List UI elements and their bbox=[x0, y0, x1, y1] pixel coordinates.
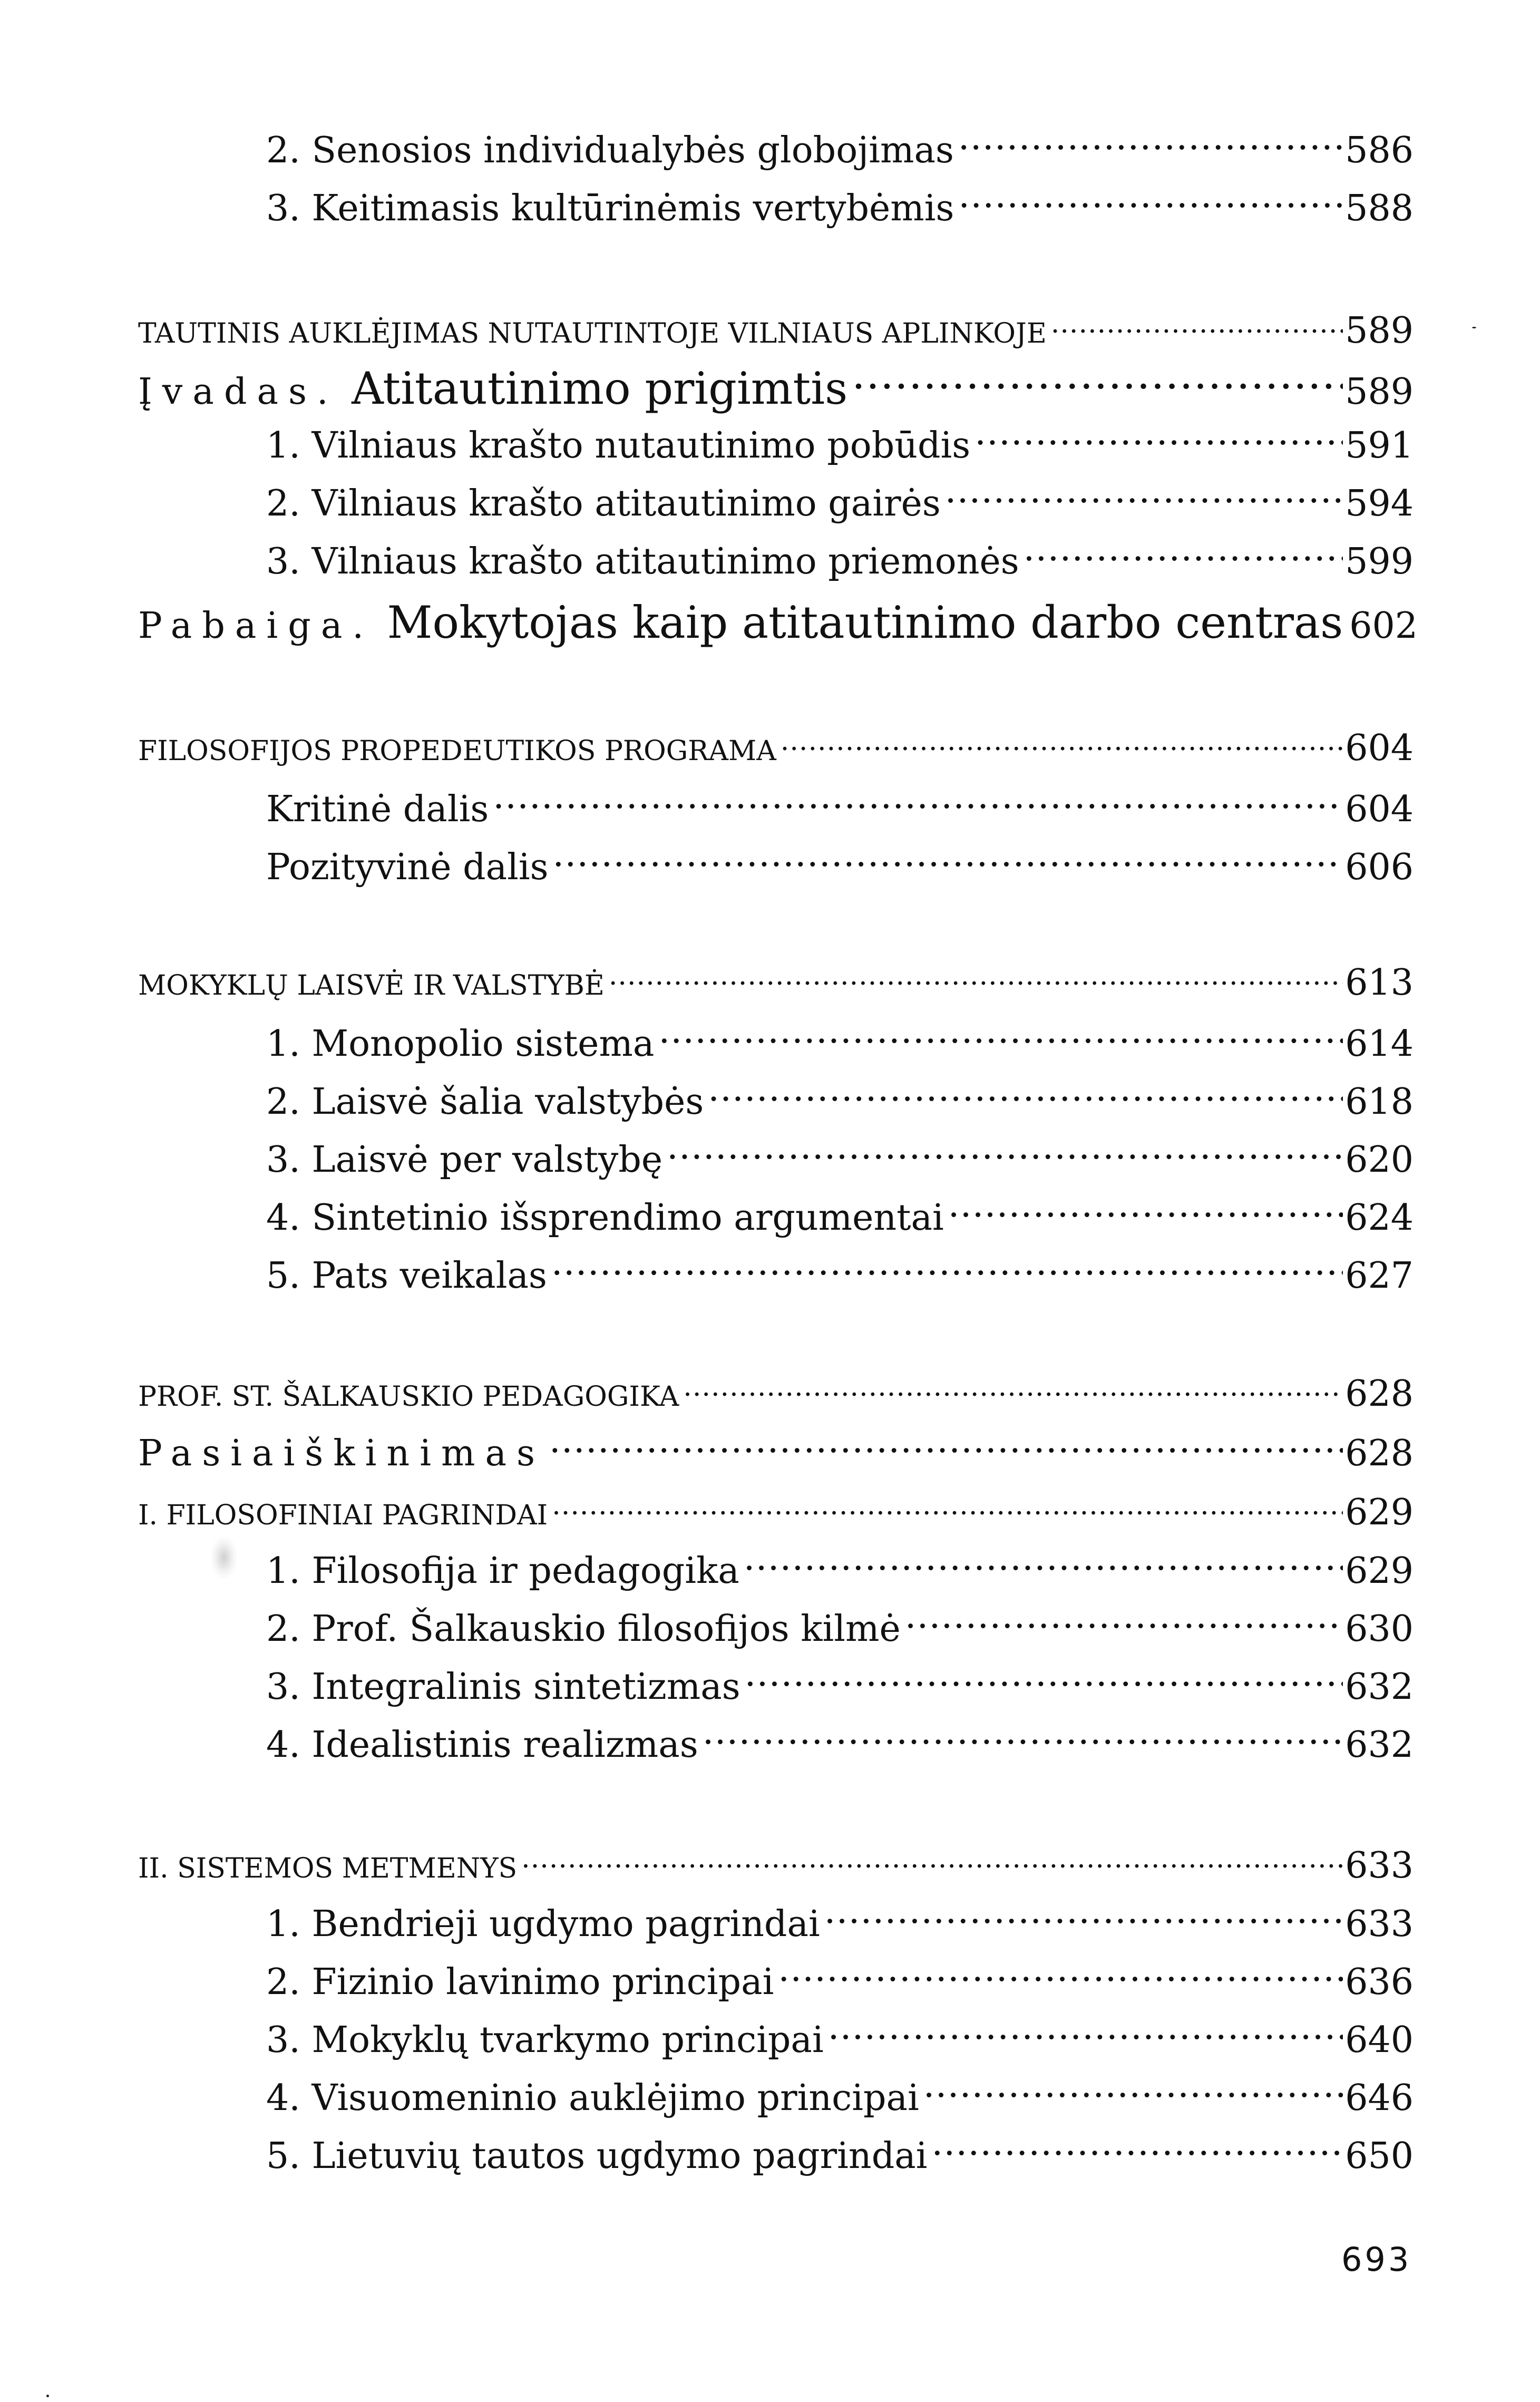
toc-entry[interactable] bbox=[266, 1605, 1414, 1650]
subsection-page: 633 bbox=[1345, 1845, 1414, 1886]
toc-section-heading[interactable] bbox=[138, 962, 1414, 1004]
leader-dots bbox=[778, 1958, 1343, 1994]
toc-entry-page: 599 bbox=[1345, 541, 1414, 582]
toc-subsection-heading[interactable] bbox=[138, 1845, 1414, 1886]
leader-dots bbox=[932, 2132, 1343, 2168]
toc-entry-page: 624 bbox=[1345, 1197, 1414, 1239]
page-number: 693 bbox=[1341, 2240, 1412, 2279]
toc-entry[interactable] bbox=[266, 1078, 1414, 1123]
leader-dots bbox=[1024, 538, 1343, 573]
toc-entry-label: 3. Keitimasis kultūrinėmis vertybėmis bbox=[266, 188, 954, 229]
section-page: 613 bbox=[1345, 962, 1414, 1004]
leader-dots bbox=[923, 2074, 1343, 2110]
leader-dots bbox=[609, 967, 1343, 995]
toc-entry[interactable] bbox=[266, 127, 1414, 171]
ending-prefix: Pabaiga. bbox=[138, 605, 374, 647]
toc-section-heading[interactable] bbox=[138, 727, 1414, 769]
toc-entry[interactable] bbox=[266, 480, 1414, 524]
toc-ending-entry[interactable] bbox=[138, 596, 1418, 648]
leader-dots bbox=[708, 1078, 1343, 1114]
leader-dots bbox=[948, 1194, 1343, 1230]
toc-entry-label: 5. Lietuvių tautos ugdymo pagrindai bbox=[266, 2135, 928, 2177]
toc-entry[interactable] bbox=[266, 538, 1414, 582]
toc-entry-page: 606 bbox=[1345, 847, 1414, 888]
section-page: 628 bbox=[1345, 1373, 1414, 1415]
intro-prefix: Įvadas. bbox=[138, 371, 338, 413]
toc-entry[interactable] bbox=[266, 785, 1414, 830]
toc-entry-label: 4. Sintetinio išsprendimo argumentai bbox=[266, 1197, 944, 1239]
leader-dots bbox=[745, 1663, 1343, 1699]
leader-dots bbox=[958, 127, 1343, 162]
toc-entry-page: 614 bbox=[1345, 1023, 1414, 1065]
ending-title: Mokytojas kaip atitautinimo darbo centras bbox=[387, 597, 1343, 648]
scan-smudge bbox=[211, 1536, 237, 1579]
toc-entry-page: 630 bbox=[1345, 1608, 1414, 1650]
toc-entry-label: 5. Pats veikalas bbox=[266, 1255, 547, 1297]
toc-entry[interactable] bbox=[266, 2132, 1414, 2177]
section-page: 604 bbox=[1345, 727, 1414, 769]
toc-entry[interactable] bbox=[266, 2016, 1414, 2061]
toc-entry-label: 3. Laisvė per valstybę bbox=[266, 1139, 663, 1181]
toc-entry[interactable] bbox=[266, 1194, 1414, 1239]
toc-entry-label: 2. Senosios individualybės globojimas bbox=[266, 130, 954, 171]
leader-dots bbox=[958, 184, 1343, 220]
toc-entry-page: 650 bbox=[1345, 2135, 1414, 2177]
section-page: 589 bbox=[1345, 310, 1414, 352]
toc-entry-label: 1. Filosofija ir pedagogika bbox=[266, 1550, 739, 1592]
toc-entry-label: 2. Laisvė šalia valstybės bbox=[266, 1081, 704, 1123]
leader-dots bbox=[552, 1497, 1343, 1524]
toc-entry[interactable] bbox=[266, 1547, 1414, 1592]
toc-entry[interactable] bbox=[266, 2074, 1414, 2119]
leader-dots bbox=[683, 1378, 1343, 1406]
leader-dots bbox=[521, 1850, 1343, 1878]
toc-entry-page: 618 bbox=[1345, 1081, 1414, 1123]
toc-entry-label: Kritinė dalis bbox=[266, 789, 489, 830]
ending-page: 602 bbox=[1349, 605, 1418, 647]
subsection-page: 629 bbox=[1345, 1492, 1414, 1533]
leader-dots bbox=[781, 733, 1343, 760]
intro-page: 589 bbox=[1345, 371, 1414, 413]
intro-title: Atitautinimo prigimtis bbox=[352, 363, 848, 414]
toc-entry[interactable] bbox=[266, 1958, 1414, 2003]
toc-entry-label: 2. Vilniaus krašto atitautinimo gairės bbox=[266, 483, 941, 524]
scan-speck bbox=[1472, 327, 1476, 328]
toc-entry-label: Pozityvinė dalis bbox=[266, 847, 549, 888]
toc-entry-page: 629 bbox=[1345, 1550, 1414, 1592]
toc-entry-label: 4. Idealistinis realizmas bbox=[266, 1724, 698, 1766]
leader-dots bbox=[744, 1547, 1343, 1583]
explanation-page: 628 bbox=[1345, 1433, 1414, 1474]
toc-entry[interactable] bbox=[266, 843, 1414, 888]
toc-entry-page: 646 bbox=[1345, 2077, 1414, 2119]
toc-entry-page: 604 bbox=[1345, 789, 1414, 830]
toc-entry-page: 633 bbox=[1345, 1903, 1414, 1945]
leader-dots bbox=[667, 1136, 1343, 1172]
toc-entry-page: 632 bbox=[1345, 1724, 1414, 1766]
leader-dots bbox=[493, 785, 1343, 821]
toc-entry-label: 3. Integralinis sintetizmas bbox=[266, 1666, 740, 1708]
toc-entry-label: 1. Monopolio sistema bbox=[266, 1023, 655, 1065]
toc-entry[interactable] bbox=[266, 1721, 1414, 1766]
leader-dots bbox=[658, 1020, 1343, 1056]
subsection-title: II. SISTEMOS METMENYS bbox=[138, 1853, 518, 1884]
leader-dots bbox=[551, 1252, 1343, 1288]
leader-dots bbox=[1051, 315, 1343, 343]
toc-entry-page: 620 bbox=[1345, 1139, 1414, 1181]
leader-dots bbox=[553, 843, 1343, 879]
toc-entry-page: 588 bbox=[1345, 188, 1414, 229]
leader-dots bbox=[945, 480, 1343, 516]
toc-section-heading[interactable] bbox=[138, 310, 1414, 352]
scan-speck bbox=[46, 2395, 49, 2397]
toc-entry[interactable] bbox=[266, 1136, 1414, 1181]
leader-dots bbox=[905, 1605, 1343, 1641]
toc-entry-page: 591 bbox=[1345, 425, 1414, 466]
toc-explanation-entry[interactable] bbox=[138, 1429, 1414, 1474]
toc-entry[interactable] bbox=[266, 184, 1414, 229]
section-title: FILOSOFIJOS PROPEDEUTIKOS PROGRAMA bbox=[138, 735, 776, 767]
leader-dots bbox=[828, 2016, 1343, 2052]
toc-entry-label: 2. Fizinio lavinimo principai bbox=[266, 1961, 774, 2003]
toc-entry-label: 1. Bendrieji ugdymo pagrindai bbox=[266, 1903, 820, 1945]
toc-entry[interactable] bbox=[266, 1020, 1414, 1065]
toc-entry-label: 2. Prof. Šalkauskio filosofijos kilmė bbox=[266, 1608, 901, 1650]
toc-entry-page: 586 bbox=[1345, 130, 1414, 171]
toc-entry[interactable] bbox=[266, 1900, 1414, 1945]
toc-entry-page: 594 bbox=[1345, 483, 1414, 524]
toc-subsection-heading[interactable] bbox=[138, 1492, 1414, 1533]
leader-dots bbox=[549, 1429, 1343, 1465]
toc-entry[interactable] bbox=[266, 1663, 1414, 1708]
leader-dots bbox=[852, 362, 1343, 404]
toc-entry-label: 3. Vilniaus krašto atitautinimo priemonės bbox=[266, 541, 1019, 582]
toc-entry[interactable] bbox=[266, 1252, 1414, 1297]
subsection-title: I. FILOSOFINIAI PAGRINDAI bbox=[138, 1500, 548, 1531]
leader-dots bbox=[974, 422, 1343, 458]
explanation-label: Pasiaiškinimas bbox=[138, 1433, 545, 1474]
leader-dots bbox=[824, 1900, 1343, 1936]
toc-entry-page: 627 bbox=[1345, 1255, 1414, 1297]
leader-dots bbox=[703, 1721, 1343, 1757]
toc-section-heading[interactable] bbox=[138, 1373, 1414, 1415]
toc-intro-entry[interactable] bbox=[138, 362, 1414, 414]
toc-entry-label: 4. Visuomeninio auklėjimo principai bbox=[266, 2077, 919, 2119]
section-title: TAUTINIS AUKLĖJIMAS NUTAUTINTOJE VILNIAUS APLINKOJE bbox=[138, 318, 1047, 349]
toc-entry-label: 1. Vilniaus krašto nutautinimo pobūdis bbox=[266, 425, 971, 466]
section-title: MOKYKLŲ LAISVĖ IR VALSTYBĖ bbox=[138, 970, 605, 1001]
toc-entry-page: 640 bbox=[1345, 2019, 1414, 2061]
toc-entry-page: 632 bbox=[1345, 1666, 1414, 1708]
toc-entry-page: 636 bbox=[1345, 1961, 1414, 2003]
section-title: PROF. ST. ŠALKAUSKIO PEDAGOGIKA bbox=[138, 1381, 679, 1413]
toc-entry[interactable] bbox=[266, 422, 1414, 466]
toc-entry-label: 3. Mokyklų tvarkymo principai bbox=[266, 2019, 824, 2061]
